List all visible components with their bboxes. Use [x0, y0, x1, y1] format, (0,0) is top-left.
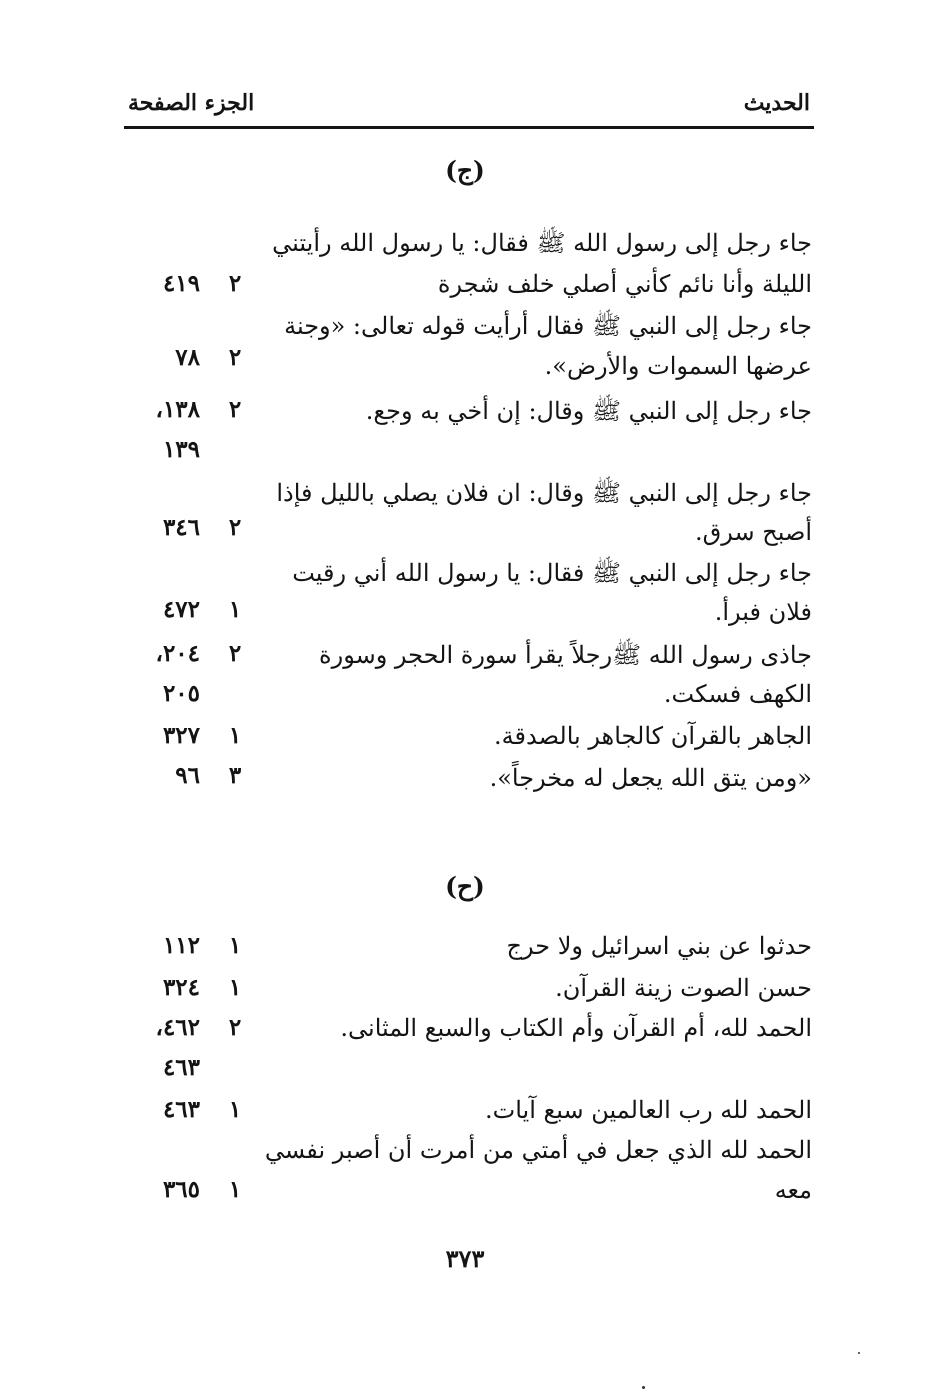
entry-text-line: جاء رجل إلى النبي ﷺ فقال أرأيت قوله تعالى: «وجنة	[284, 312, 812, 340]
entry-volume: ١	[228, 722, 242, 749]
entry-page-continued: ٤٦٣	[162, 1054, 200, 1081]
entry-page-continued: ٢٠٥	[162, 680, 200, 707]
entry-text-line: الحمد لله رب العالمين سبع آيات.	[485, 1096, 812, 1124]
entry-text-line: الجاهر بالقرآن كالجاهر بالصدقة.	[494, 722, 812, 750]
entry-text-line: حسن الصوت زينة القرآن.	[555, 974, 812, 1002]
entry-volume: ١	[228, 932, 242, 959]
scan-speck	[858, 1352, 860, 1354]
entry-text-line: عرضها السموات والأرض».	[544, 352, 812, 380]
entry-volume: ٢	[228, 270, 242, 297]
entry-text-line: معه	[774, 1176, 812, 1204]
entry-volume: ١	[228, 1176, 242, 1203]
entry-text-line: فلان فبرأ.	[714, 598, 812, 626]
entry-page: ٤١٩	[162, 270, 200, 297]
entry-volume: ٢	[228, 640, 242, 667]
entry-text-line: الحمد لله الذي جعل في أمتي من أمرت أن أصبر نفسي	[264, 1136, 812, 1164]
entry-volume: ٣	[228, 762, 242, 789]
entry-text-line: حدثوا عن بني اسرائيل ولا حرج	[506, 932, 812, 960]
entry-page: ٢٠٤،	[155, 640, 200, 667]
entry-page: ٣٤٦	[162, 514, 200, 541]
entry-page: ٤٦٢،	[155, 1014, 200, 1041]
entry-page: ٧٨	[175, 344, 200, 371]
entry-page: ٤٦٣	[162, 1096, 200, 1123]
entry-page: ٩٦	[175, 762, 200, 789]
entry-text-line: جاء رجل إلى النبي ﷺ وقال: ان فلان يصلي بالليل فإذا	[276, 479, 812, 507]
section-heading-ha: (ح)	[445, 872, 485, 901]
entry-volume: ١	[228, 596, 242, 623]
entry-volume: ١	[228, 1096, 242, 1123]
entry-text-line: الكهف فسكت.	[663, 680, 812, 708]
page-header	[124, 84, 812, 124]
entry-volume: ٢	[228, 514, 242, 541]
entry-volume: ٢	[228, 1014, 242, 1041]
volume-page-column-label: الجزء الصفحة	[128, 90, 255, 116]
hadith-column-label: الحديث	[743, 90, 810, 116]
entry-page: ٤٧٢	[162, 596, 200, 623]
entry-page-continued: ١٣٩	[162, 436, 200, 463]
page-number: ٣٧٣	[445, 1244, 485, 1273]
header-rule	[124, 126, 814, 129]
entry-text-line: «ومن يتق الله يجعل له مخرجاً».	[489, 764, 812, 792]
entry-text-line: جاء رجل إلى رسول الله ﷺ فقال: يا رسول الله رأيتني	[272, 229, 812, 257]
entry-text-line: جاء رجل إلى النبي ﷺ فقال: يا رسول الله أني رقيت	[292, 559, 812, 587]
entry-page: ٣٦٥	[162, 1176, 200, 1203]
entry-text-line: أصبح سرق.	[694, 518, 812, 546]
entry-page: ٣٢٧	[162, 722, 200, 749]
entry-page: ٣٢٤	[162, 974, 200, 1001]
entry-page: ١٣٨،	[155, 396, 200, 423]
scan-speck	[642, 1386, 645, 1389]
entry-text-line: الحمد لله، أم القرآن وأم الكتاب والسبع المثانى.	[340, 1014, 812, 1042]
section-heading-jim: (ج)	[445, 156, 485, 185]
entry-text-line: جاء رجل إلى النبي ﷺ وقال: إن أخي به وجع.	[365, 397, 812, 425]
entry-text-line: جاذى رسول الله ﷺرجلاً يقرأ سورة الحجر وسورة	[319, 641, 812, 669]
entry-volume: ٢	[228, 344, 242, 371]
entry-page: ١١٢	[162, 932, 200, 959]
entry-text-line: الليلة وأنا نائم كأني أصلي خلف شجرة	[437, 270, 812, 298]
entry-volume: ١	[228, 974, 242, 1001]
entry-volume: ٢	[228, 396, 242, 423]
